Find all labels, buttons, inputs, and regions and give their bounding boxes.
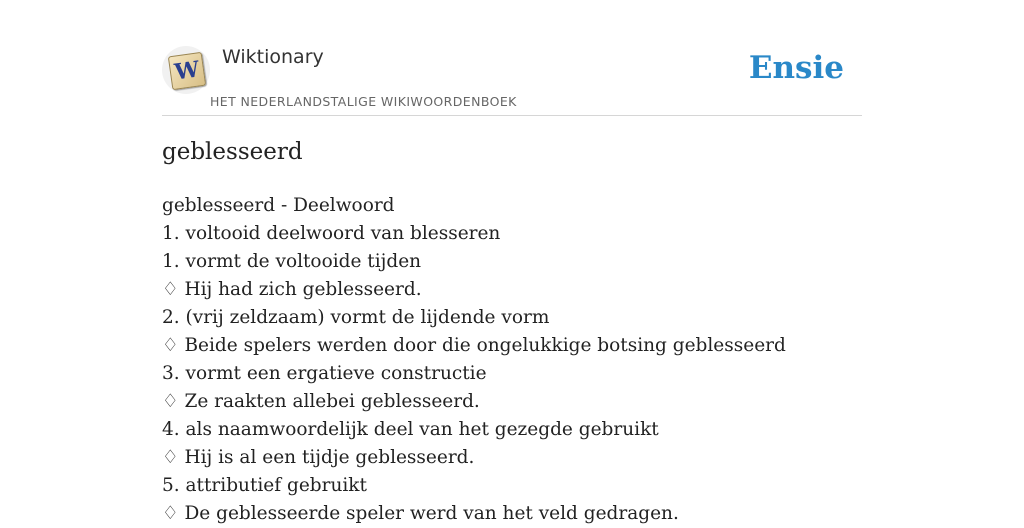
- definition-line: 4. als naamwoordelijk deel van het gezegde gebruikt: [162, 419, 659, 440]
- definition-line: geblesseerd - Deelwoord: [162, 195, 395, 216]
- definition-line: 1. voltooid deelwoord van blesseren: [162, 223, 501, 244]
- definition-line: 2. (vrij zeldzaam) vormt de lijdende vorm: [162, 307, 550, 328]
- example-line: ♢ Hij had zich geblesseerd.: [162, 279, 422, 300]
- entry-title: geblesseerd: [162, 139, 303, 165]
- site-tagline: HET NEDERLANDSTALIGE WIKIWOORDENBOEK: [210, 94, 517, 109]
- definition-line: 1. vormt de voltooide tijden: [162, 251, 422, 272]
- definition-line: 5. attributief gebruikt: [162, 475, 367, 496]
- wiktionary-logo-icon: W: [168, 52, 206, 90]
- example-line: ♢ Beide spelers werden door die ongelukkige botsing geblesseerd: [162, 335, 786, 356]
- example-line: ♢ De geblesseerde speler werd van het veld gedragen.: [162, 503, 679, 524]
- example-line: ♢ Ze raakten allebei geblesseerd.: [162, 391, 480, 412]
- entry-content: [162, 192, 862, 528]
- definition-line: 3. vormt een ergatieve constructie: [162, 363, 487, 384]
- ensie-brand-link[interactable]: Ensie: [748, 50, 844, 86]
- site-name[interactable]: Wiktionary: [222, 46, 324, 68]
- example-line: ♢ Hij is al een tijdje geblesseerd.: [162, 447, 475, 468]
- wiktionary-logo[interactable]: [162, 46, 210, 94]
- header-divider: [162, 115, 862, 116]
